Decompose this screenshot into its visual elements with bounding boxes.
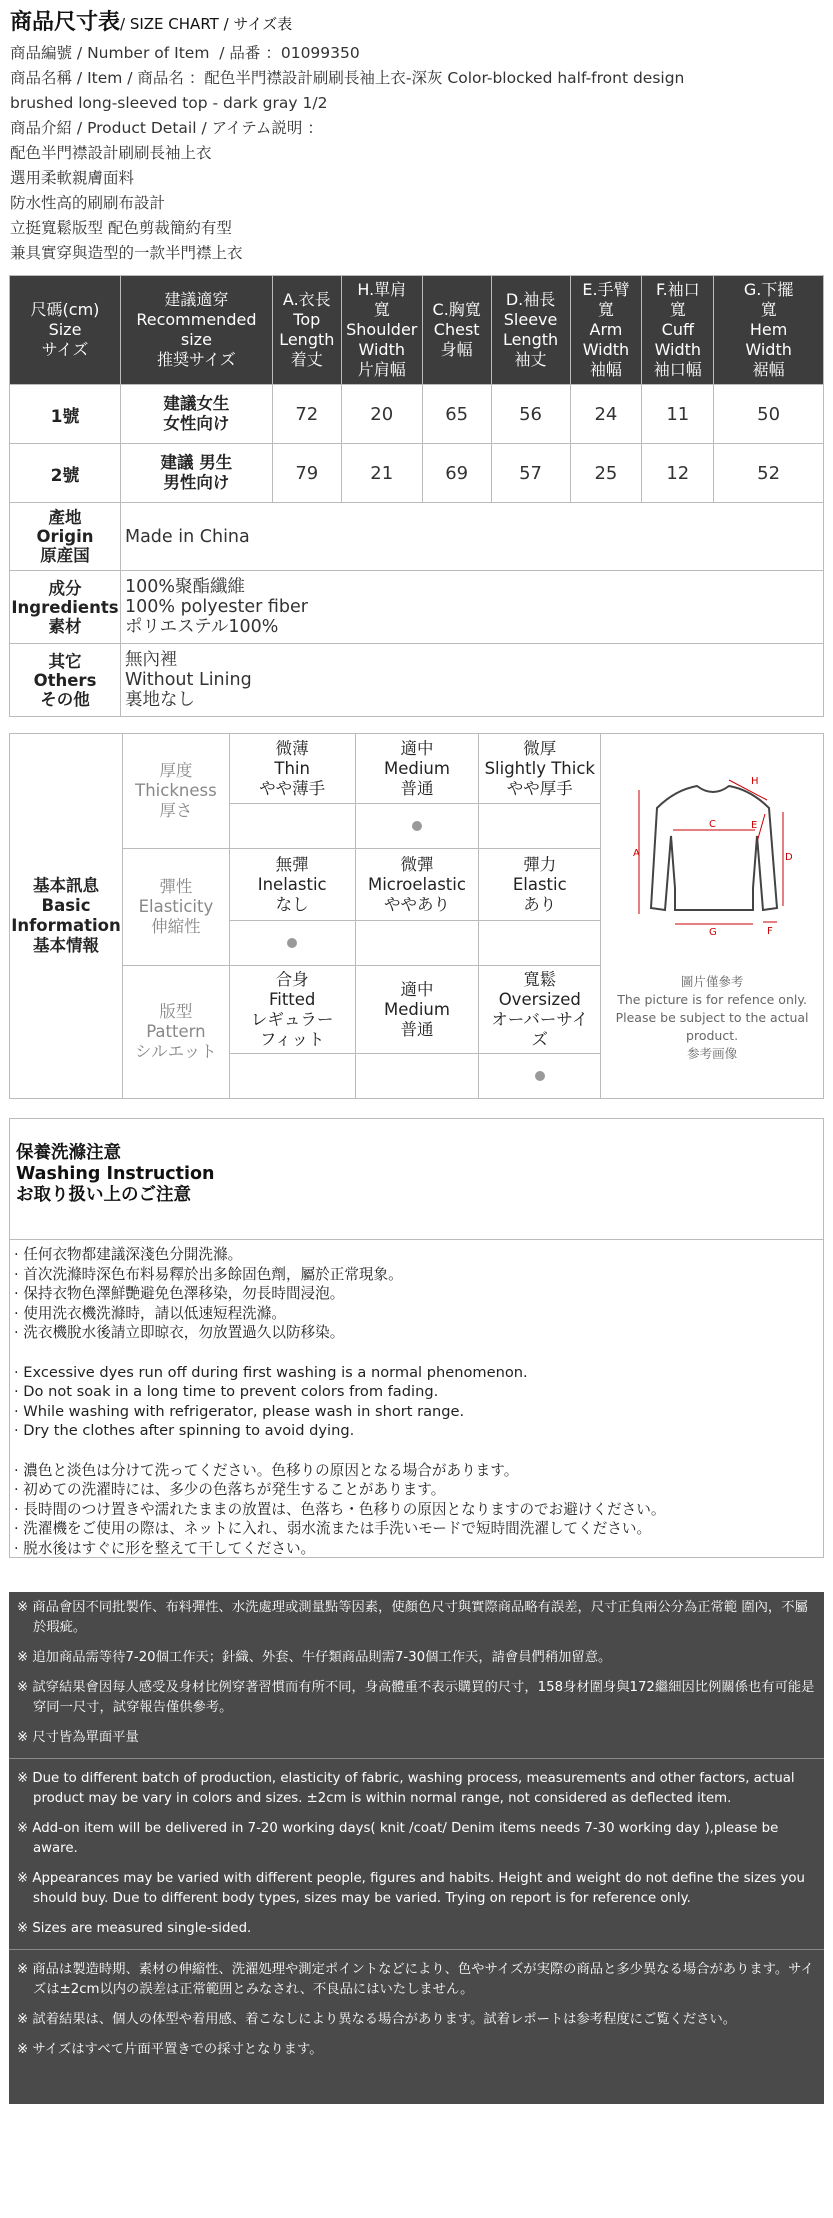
option-fitted: 合身 Fitted レギュラー フィット — [229, 966, 355, 1054]
washing-instruction — [9, 1118, 824, 1558]
diagram-label-f: F — [767, 926, 773, 937]
wash-item-ja: · 脱水後はすぐに形を整えて干してください。 — [14, 1539, 316, 1557]
detail-line: 選用柔軟親膚面料 — [10, 169, 135, 187]
selected-dot — [535, 1071, 545, 1081]
note-item: ※ 試穿結果會因每人感受及身材比例穿著習慣而有所不同，身高體重不表示購買的尺寸，158身材圍身與172繼細因比例關係也有可能是穿同一尺寸，試穿報告僅供參考。 — [17, 1680, 815, 1715]
value-cell: 72 — [272, 385, 341, 444]
wash-item-en: · While washing with refrigerator, please wash in short range. — [14, 1402, 465, 1420]
table-row — [10, 444, 824, 503]
value-cell: 57 — [491, 444, 570, 503]
value-cell: 24 — [570, 385, 642, 444]
dot-cell — [355, 804, 479, 849]
dot-cell — [229, 921, 355, 966]
header-chest: C.胸寬 Chest 身幅 — [422, 276, 491, 385]
note-item: ※ 商品會因不同批製作、布料彈性、水洗處理或測量點等因素，使顏色尺寸與實際商品略有誤差，尺寸正負兩公分為正常範 圍內，不屬於瑕疵。 — [17, 1600, 808, 1635]
header-top-length: A.衣長 Top Length 着丈 — [272, 276, 341, 385]
dot-cell — [229, 804, 355, 849]
diagram-label-a: A — [633, 848, 640, 859]
option-slightly-thick: 微厚 Slightly Thick やや厚手 — [479, 734, 601, 804]
size-table — [9, 275, 824, 717]
divider — [9, 1758, 824, 1759]
wash-item-zh: · 洗衣機脫水後請立即晾衣，勿放置過久以防移染。 — [14, 1324, 345, 1341]
measurement-diagram — [601, 734, 824, 1099]
option-medium: 適中 Medium 普通 — [355, 734, 479, 804]
elasticity-label: 彈性 Elasticity 伸縮性 — [122, 849, 229, 966]
value-cell: 25 — [570, 444, 642, 503]
table-row — [10, 385, 824, 444]
image-note-ja: 参考画像 — [687, 1046, 738, 1061]
value-cell: 52 — [714, 444, 824, 503]
option-medium: 適中 Medium 普通 — [355, 966, 479, 1054]
note-item: ※ Sizes are measured single-sided. — [17, 1921, 252, 1936]
diagram-label-g: G — [709, 927, 717, 938]
size-table-header — [10, 276, 824, 385]
wash-item-zh: · 任何衣物都建議深淺色分開洗滌。 — [14, 1246, 243, 1263]
product-detail-label: 商品介紹 / Product Detail / アイテム説明 ： — [10, 119, 323, 137]
recommended-cell: 建議 男生 男性向け — [120, 444, 272, 503]
origin-row — [10, 503, 824, 571]
wash-item-ja: · 初めての洗濯時には、多少の色落ちが発生することがあります。 — [14, 1481, 446, 1498]
value-cell: 65 — [422, 385, 491, 444]
wash-item-en: · Excessive dyes run off during first washing is a normal phenomenon. — [14, 1363, 528, 1381]
detail-line: 配色半門襟設計刷刷長袖上衣 — [10, 144, 212, 162]
wash-item-zh: · 保持衣物色澤鮮艷避免色澤移染，勿長時間浸泡。 — [14, 1285, 345, 1302]
others-label: 其它 Others その他 — [10, 644, 121, 717]
dot-cell — [479, 921, 601, 966]
sweater-diagram — [617, 738, 807, 968]
notes-ja — [9, 1954, 824, 2060]
diagram-label-e: E — [751, 820, 758, 831]
origin-label: 產地 Origin 原産国 — [10, 503, 121, 571]
value-cell: 20 — [341, 385, 422, 444]
option-oversized: 寬鬆 Oversized オーバーサイ ズ — [479, 966, 601, 1054]
page-title: 商品尺寸表/ SIZE CHART / サイズ表 — [10, 10, 293, 35]
dot-cell — [479, 1054, 601, 1099]
divider — [9, 1949, 824, 1950]
thickness-options — [10, 734, 824, 804]
wash-item-zh: · 使用洗衣機洗滌時，請以低速短程洗滌。 — [14, 1304, 286, 1322]
header — [10, 6, 825, 266]
value-cell: 11 — [642, 385, 714, 444]
header-arm: E.手臂 寬 Arm Width 袖幅 — [570, 276, 642, 385]
detail-line: 防水性高的刷刷布設計 — [10, 194, 166, 212]
note-item: ※ 試着結果は、個人の体型や着用感、着こなしにより異なる場合があります。試着レポートは参考程度にご覧ください。 — [17, 2012, 737, 2027]
wash-item-ja: · 長時間のつけ置きや濡れたままの放置は、色落ち・色移りの原因となりますのでお避けください。 — [14, 1500, 666, 1518]
wash-item-en: · Do not soak in a long time to prevent colors from fading. — [14, 1383, 439, 1400]
image-note-en: product. — [686, 1028, 739, 1043]
option-elastic: 彈力 Elastic あり — [479, 849, 601, 921]
washing-heading: 保養洗滌注意 Washing Instruction お取り扱い上のご注意 — [16, 1143, 215, 1205]
others-value: 無內裡 Without Lining 裏地なし — [120, 644, 823, 717]
others-row — [10, 644, 824, 717]
header-hem: G.下擺 寬 Hem Width 裾幅 — [714, 276, 824, 385]
item-name-cont: brushed long-sleeved top - dark gray 1/2 — [10, 94, 328, 112]
note-item: ※ サイズはすべて片面平置きでの採寸となります。 — [17, 2042, 323, 2057]
wash-item-ja: · 洗濯機をご使用の際は、ネットに入れ、弱水流または手洗いモードで短時間洗濯してください。 — [14, 1520, 652, 1537]
selected-dot — [412, 821, 422, 831]
size-cell: 1號 — [10, 385, 121, 444]
basic-info-label: 基本訊息 Basic Information 基本情報 — [10, 734, 123, 1099]
note-item: ※ 商品は製造時期、素材の伸縮性、洗濯処理や測定ポイントなどにより、色やサイズが実際の商品と多少異なる場合があります。サイズは±2cm以内の誤差は正常範囲とみなされ、不良品にはいたしません。 — [17, 1962, 814, 1997]
note-item: ※ 尺寸皆為單面平量 — [17, 1730, 139, 1745]
note-item: ※ Due to different batch of production, elasticity of fabric, washing process, measurements and other factors, actual product may be vary in colors and sizes. ±2cm is within normal range, not considered as deflected item. — [17, 1771, 795, 1806]
ingredients-row — [10, 571, 824, 644]
size-cell: 2號 — [10, 444, 121, 503]
image-note-en: The picture is for refence only. — [617, 992, 807, 1007]
value-cell: 69 — [422, 444, 491, 503]
option-inelastic: 無彈 Inelastic なし — [229, 849, 355, 921]
notes-en — [9, 1763, 824, 1939]
image-note-en: Please be subject to the actual — [615, 1010, 809, 1025]
header-sleeve: D.袖長 Sleeve Length 袖丈 — [491, 276, 570, 385]
selected-dot — [287, 938, 297, 948]
option-microelastic: 微彈 Microelastic ややあり — [355, 849, 479, 921]
note-item: ※ Appearances may be varied with different people, figures and habits. Height and weight do not define the sizes you should buy. Due to different body types, sizes may be varied. Trying on report is for reference only. — [17, 1871, 805, 1906]
detail-line: 立挺寬鬆版型 配色剪裁簡約有型 — [10, 219, 232, 237]
divider — [10, 1239, 823, 1240]
value-cell: 50 — [714, 385, 824, 444]
notes-zh — [9, 1592, 824, 1748]
image-note-zh: 圖片僅參考 — [680, 974, 744, 989]
dot-cell — [355, 1054, 479, 1099]
wash-item-zh: · 首次洗滌時深色布料易釋於出多餘固色劑，屬於正常現象。 — [14, 1265, 403, 1283]
header-size: 尺碼(cm) Size サイズ — [10, 276, 121, 385]
header-recommended: 建議適穿 Recommended size 推奨サイズ — [120, 276, 272, 385]
item-name: 商品名稱 / Item / 商品名 ：配色半門襟設計刷刷長袖上衣-深灰 Color-blocked half-front design — [10, 69, 685, 87]
wash-item-ja: · 濃色と淡色は分けて洗ってください。色移りの原因となる場合があります。 — [14, 1461, 519, 1479]
basic-info-table — [9, 733, 824, 1099]
diagram-label-h: H — [751, 776, 759, 787]
washing-body — [14, 1245, 819, 1558]
value-cell: 56 — [491, 385, 570, 444]
note-item: ※ Add-on item will be delivered in 7-20 working days( knit /coat/ Denim items needs 7-30 working day ),please be aware. — [17, 1821, 779, 1856]
detail-line: 兼具實穿與造型的一款半門襟上衣 — [10, 244, 243, 262]
header-shoulder: H.單肩 寬 Shoulder Width 片肩幅 — [341, 276, 422, 385]
pattern-label: 版型 Pattern シルエット — [122, 966, 229, 1099]
value-cell: 79 — [272, 444, 341, 503]
dot-cell — [479, 804, 601, 849]
value-cell: 21 — [341, 444, 422, 503]
ingredients-label: 成分 Ingredients 素材 — [10, 571, 121, 644]
recommended-cell: 建議女生 女性向け — [120, 385, 272, 444]
dot-cell — [229, 1054, 355, 1099]
wash-item-en: · Dry the clothes after spinning to avoid dying. — [14, 1422, 355, 1439]
item-number: 商品編號 / Number of Item / 品番 ：01099350 — [10, 44, 360, 62]
thickness-label: 厚度 Thickness 厚さ — [122, 734, 229, 849]
header-cuff: F.袖口 寬 Cuff Width 袖口幅 — [642, 276, 714, 385]
option-thin: 微薄 Thin やや薄手 — [229, 734, 355, 804]
notes-panel — [9, 1592, 824, 2104]
note-item: ※ 追加商品需等待7-20個工作天；針織、外套、牛仔類商品則需7-30個工作天，請會員們稍加留意。 — [17, 1650, 612, 1665]
dot-cell — [355, 921, 479, 966]
value-cell: 12 — [642, 444, 714, 503]
diagram-label-c: C — [709, 819, 717, 830]
origin-value: Made in China — [120, 503, 823, 571]
diagram-label-d: D — [785, 852, 793, 863]
ingredients-value: 100%聚酯纖維 100% polyester fiber ポリエステル100% — [120, 571, 823, 644]
